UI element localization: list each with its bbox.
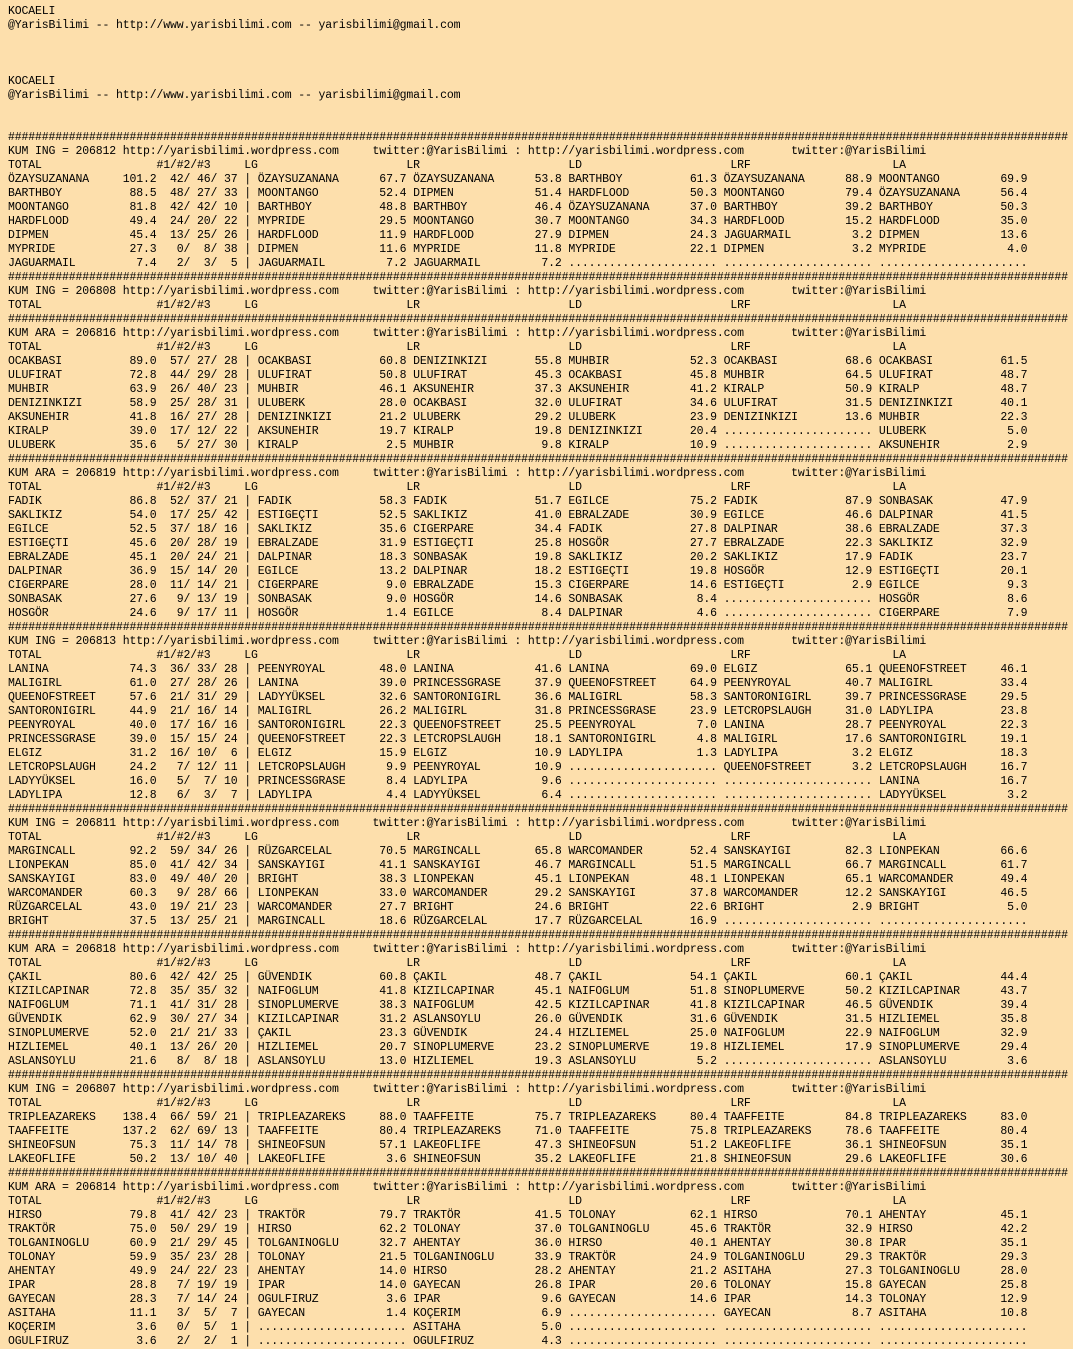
report-line: TRIPLEAZAREKS 138.4 66/ 59/ 21 | TRIPLEAZAREKS 88.0 TAAFFEITE 75.7 TRIPLEAZAREKS 80.4 TAAFFEITE 84.8 TRIPLEAZAREKS 83.0 bbox=[8, 1111, 1028, 1124]
report-line: SAKLIKIZ 54.0 17/ 25/ 42 | ESTIGEÇTI 52.5 SAKLIKIZ 41.0 EBRALZADE 30.9 EGILCE 46.6 DALPINAR 41.5 bbox=[8, 509, 1028, 522]
report-line: SONBASAK 27.6 9/ 13/ 19 | SONBASAK 9.0 HOSGÖR 14.6 SONBASAK 8.4 ...................... HOSGÖR 8.6 bbox=[8, 593, 1028, 606]
column-header-line: TOTAL #1/#2/#3 LG LR LD LRF LA bbox=[8, 1195, 906, 1208]
report-line: KIZILCAPINAR 72.8 35/ 35/ 32 | NAIFOGLUM 41.8 KIZILCAPINAR 45.1 NAIFOGLUM 51.8 SINOPLUMERVE 50.2 KIZILCAPINAR 43.7 bbox=[8, 985, 1028, 998]
report-line: RÜZGARCELAL 43.0 19/ 21/ 23 | WARCOMANDER 27.7 BRIGHT 24.6 BRIGHT 22.6 BRIGHT 2.9 BRIGHT 5.0 bbox=[8, 901, 1028, 914]
report-line: @YarisBilimi -- http://www.yarisbilimi.com -- yarisbilimi@gmail.com bbox=[8, 89, 461, 102]
report-line: LADYLIPA 12.8 6/ 3/ 7 | LADYLIPA 4.4 LADYYÜKSEL 6.4 ...................... ...................... LADYYÜKSEL 3.2 bbox=[8, 789, 1028, 802]
report-line: GAYECAN 28.3 7/ 14/ 24 | OGULFIRUZ 3.6 IPAR 9.6 GAYECAN 14.6 IPAR 14.3 TOLONAY 12.9 bbox=[8, 1293, 1028, 1306]
report-line: ÖZAYSUZANANA 101.2 42/ 46/ 37 | ÖZAYSUZANANA 67.7 ÖZAYSUZANANA 53.8 BARTHBOY 61.3 ÖZAYSUZANANA 88.9 MOONTANGO 69.9 bbox=[8, 173, 1028, 186]
report-line: LETCROPSLAUGH 24.2 7/ 12/ 11 | LETCROPSLAUGH 9.9 PEENYROYAL 10.9 ...................... QUEENOFSTREET 3.2 LETCROPSLAUGH 16.7 bbox=[8, 761, 1028, 774]
report-line: KOCAELI bbox=[8, 75, 56, 88]
report-line: MUHBIR 63.9 26/ 40/ 23 | MUHBIR 46.1 AKSUNEHIR 37.3 AKSUNEHIR 41.2 KIRALP 50.9 KIRALP 48.7 bbox=[8, 383, 1028, 396]
report-line: LIONPEKAN 85.0 41/ 42/ 34 | SANSKAYIGI 41.1 SANSKAYIGI 46.7 MARGINCALL 51.5 MARGINCALL 66.7 MARGINCALL 61.7 bbox=[8, 859, 1028, 872]
report-line: LANINA 74.3 36/ 33/ 28 | PEENYROYAL 48.0 LANINA 41.6 LANINA 69.0 ELGIZ 65.1 QUEENOFSTREET 46.1 bbox=[8, 663, 1028, 676]
report-line: FADIK 86.8 52/ 37/ 21 | FADIK 58.3 FADIK 51.7 EGILCE 75.2 FADIK 87.9 SONBASAK 47.9 bbox=[8, 495, 1028, 508]
report-line: JAGUARMAIL 7.4 2/ 3/ 5 | JAGUARMAIL 7.2 JAGUARMAIL 7.2 ...................... ...................... ...................... bbox=[8, 257, 1028, 270]
report-line: AHENTAY 49.9 24/ 22/ 23 | AHENTAY 14.0 HIRSO 28.2 AHENTAY 21.2 ASITAHA 27.3 TOLGANINOGLU 28.0 bbox=[8, 1265, 1028, 1278]
race-header-line: KUM ARA = 206818 http://yarisbilimi.wordpress.com twitter:@YarisBilimi : http://yarisbilimi.wordpress.com twitter:@YarisBilimi bbox=[8, 943, 927, 956]
separator-line: ############################################################################################################################################################# bbox=[8, 929, 1068, 942]
report-line: HIZLIEMEL 40.1 13/ 26/ 20 | HIZLIEMEL 20.7 SINOPLUMERVE 23.2 SINOPLUMERVE 19.8 HIZLIEMEL 17.9 SINOPLUMERVE 29.4 bbox=[8, 1041, 1028, 1054]
report-line: ASLANSOYLU 21.6 8/ 8/ 18 | ASLANSOYLU 13.0 HIZLIEMEL 19.3 ASLANSOYLU 5.2 ...................... ASLANSOYLU 3.6 bbox=[8, 1055, 1028, 1068]
report-line: HIRSO 79.8 41/ 42/ 23 | TRAKTÖR 79.7 TRAKTÖR 41.5 TOLONAY 62.1 HIRSO 70.1 AHENTAY 45.1 bbox=[8, 1209, 1028, 1222]
separator-line: ############################################################################################################################################################# bbox=[8, 1069, 1068, 1082]
report-line: GÜVENDIK 62.9 30/ 27/ 34 | KIZILCAPINAR 31.2 ASLANSOYLU 26.0 GÜVENDIK 31.6 GÜVENDIK 31.5 HIZLIEMEL 35.8 bbox=[8, 1013, 1028, 1026]
report-line: EGILCE 52.5 37/ 18/ 16 | SAKLIKIZ 35.6 CIGERPARE 34.4 FADIK 27.8 DALPINAR 38.6 EBRALZADE 37.3 bbox=[8, 523, 1028, 536]
separator-line: ############################################################################################################################################################# bbox=[8, 621, 1068, 634]
report-line: IPAR 28.8 7/ 19/ 19 | IPAR 14.0 GAYECAN 26.8 IPAR 20.6 TOLONAY 15.8 GAYECAN 25.8 bbox=[8, 1279, 1028, 1292]
report-line: TOLONAY 59.9 35/ 23/ 28 | TOLONAY 21.5 TOLGANINOGLU 33.9 TRAKTÖR 24.9 TOLGANINOGLU 29.3 TRAKTÖR 29.3 bbox=[8, 1251, 1028, 1264]
separator-line: ############################################################################################################################################################# bbox=[8, 271, 1068, 284]
report-line: DENIZINKIZI 58.9 25/ 28/ 31 | ULUBERK 28.0 OCAKBASI 32.0 ULUFIRAT 34.6 ULUFIRAT 31.5 DENIZINKIZI 40.1 bbox=[8, 397, 1028, 410]
report-line: SANSKAYIGI 83.0 49/ 40/ 20 | BRIGHT 38.3 LIONPEKAN 45.1 LIONPEKAN 48.1 LIONPEKAN 65.1 WARCOMANDER 49.4 bbox=[8, 873, 1028, 886]
report-line: KOCAELI bbox=[8, 5, 56, 18]
report-line: DIPMEN 45.4 13/ 25/ 26 | HARDFLOOD 11.9 HARDFLOOD 27.9 DIPMEN 24.3 JAGUARMAIL 3.2 DIPMEN 13.6 bbox=[8, 229, 1028, 242]
report-line: MOONTANGO 81.8 42/ 42/ 10 | BARTHBOY 48.8 BARTHBOY 46.4 ÖZAYSUZANANA 37.0 BARTHBOY 39.2 BARTHBOY 50.3 bbox=[8, 201, 1028, 214]
report-line: KOÇERIM 3.6 0/ 5/ 1 | ...................... ASITAHA 5.0 ...................... ...................... ...................... bbox=[8, 1321, 1028, 1334]
report-line: SHINEOFSUN 75.3 11/ 14/ 78 | SHINEOFSUN 57.1 LAKEOFLIFE 47.3 SHINEOFSUN 51.2 LAKEOFLIFE 36.1 SHINEOFSUN 35.1 bbox=[8, 1139, 1028, 1152]
column-header-line: TOTAL #1/#2/#3 LG LR LD LRF LA bbox=[8, 1097, 906, 1110]
race-header-line: KUM ING = 206811 http://yarisbilimi.wordpress.com twitter:@YarisBilimi : http://yarisbilimi.wordpress.com twitter:@YarisBilimi bbox=[8, 817, 927, 830]
report-line: QUEENOFSTREET 57.6 21/ 31/ 29 | LADYYÜKSEL 32.6 SANTORONIGIRL 36.6 MALIGIRL 58.3 SANTORONIGIRL 39.7 PRINCESSGRASE 29.5 bbox=[8, 691, 1028, 704]
column-header-line: TOTAL #1/#2/#3 LG LR LD LRF LA bbox=[8, 341, 906, 354]
report-line: LAKEOFLIFE 50.2 13/ 10/ 40 | LAKEOFLIFE 3.6 SHINEOFSUN 35.2 LAKEOFLIFE 21.8 SHINEOFSUN 29.6 LAKEOFLIFE 30.6 bbox=[8, 1153, 1028, 1166]
report-line: SINOPLUMERVE 52.0 21/ 21/ 33 | ÇAKIL 23.3 GÜVENDIK 24.4 HIZLIEMEL 25.0 NAIFOGLUM 22.9 NAIFOGLUM 32.9 bbox=[8, 1027, 1028, 1040]
separator-line: ############################################################################################################################################################# bbox=[8, 131, 1068, 144]
report-line bbox=[8, 47, 1068, 61]
column-header-line: TOTAL #1/#2/#3 LG LR LD LRF LA bbox=[8, 159, 906, 172]
column-header-line: TOTAL #1/#2/#3 LG LR LD LRF LA bbox=[8, 649, 906, 662]
report-line: BARTHBOY 88.5 48/ 27/ 33 | MOONTANGO 52.4 DIPMEN 51.4 HARDFLOOD 50.3 MOONTANGO 79.4 ÖZAYSUZANANA 56.4 bbox=[8, 187, 1028, 200]
report-line: NAIFOGLUM 71.1 41/ 31/ 28 | SINOPLUMERVE 38.3 NAIFOGLUM 42.5 KIZILCAPINAR 41.8 KIZILCAPINAR 46.5 GÜVENDIK 39.4 bbox=[8, 999, 1028, 1012]
report-line: MALIGIRL 61.0 27/ 28/ 26 | LANINA 39.0 PRINCESSGRASE 37.9 QUEENOFSTREET 64.9 PEENYROYAL 40.7 MALIGIRL 33.4 bbox=[8, 677, 1028, 690]
race-header-line: KUM ING = 206812 http://yarisbilimi.wordpress.com twitter:@YarisBilimi : http://yarisbilimi.wordpress.com twitter:@YarisBilimi bbox=[8, 145, 927, 158]
report-line: AKSUNEHIR 41.8 16/ 27/ 28 | DENIZINKIZI 21.2 ULUBERK 29.2 ULUBERK 23.9 DENIZINKIZI 13.6 MUHBIR 22.3 bbox=[8, 411, 1028, 424]
race-header-line: KUM ING = 206813 http://yarisbilimi.wordpress.com twitter:@YarisBilimi : http://yarisbilimi.wordpress.com twitter:@YarisBilimi bbox=[8, 635, 927, 648]
separator-line: ############################################################################################################################################################# bbox=[8, 313, 1068, 326]
separator-line: ############################################################################################################################################################# bbox=[8, 453, 1068, 466]
report-line: SANTORONIGIRL 44.9 21/ 16/ 14 | MALIGIRL 26.2 MALIGIRL 31.8 PRINCESSGRASE 23.9 LETCROPSLAUGH 31.0 LADYLIPA 23.8 bbox=[8, 705, 1028, 718]
report-line: PEENYROYAL 40.0 17/ 16/ 16 | SANTORONIGIRL 22.3 QUEENOFSTREET 25.5 PEENYROYAL 7.0 LANINA 28.7 PEENYROYAL 22.3 bbox=[8, 719, 1028, 732]
report-line: LADYYÜKSEL 16.0 5/ 7/ 10 | PRINCESSGRASE 8.4 LADYLIPA 9.6 ...................... ...................... LANINA 16.7 bbox=[8, 775, 1028, 788]
column-header-line: TOTAL #1/#2/#3 LG LR LD LRF LA bbox=[8, 481, 906, 494]
report-line: OCAKBASI 89.0 57/ 27/ 28 | OCAKBASI 60.8 DENIZINKIZI 55.8 MUHBIR 52.3 OCAKBASI 68.6 OCAKBASI 61.5 bbox=[8, 355, 1028, 368]
report-line: OGULFIRUZ 3.6 2/ 2/ 1 | ...................... OGULFIRUZ 4.3 ...................... ...................... ...................... bbox=[8, 1335, 1028, 1348]
report-line: WARCOMANDER 60.3 9/ 28/ 66 | LIONPEKAN 33.0 WARCOMANDER 29.2 SANSKAYIGI 37.8 WARCOMANDER 12.2 SANSKAYIGI 46.5 bbox=[8, 887, 1028, 900]
report-line: ESTIGEÇTI 45.6 20/ 28/ 19 | EBRALZADE 31.9 ESTIGEÇTI 25.8 HOSGÖR 27.7 EBRALZADE 22.3 SAKLIKIZ 32.9 bbox=[8, 537, 1028, 550]
report-line: @YarisBilimi -- http://www.yarisbilimi.com -- yarisbilimi@gmail.com bbox=[8, 19, 461, 32]
report-line: CIGERPARE 28.0 11/ 14/ 21 | CIGERPARE 9.0 EBRALZADE 15.3 CIGERPARE 14.6 ESTIGEÇTI 2.9 EGILCE 9.3 bbox=[8, 579, 1028, 592]
column-header-line: TOTAL #1/#2/#3 LG LR LD LRF LA bbox=[8, 831, 906, 844]
report-line: ULUBERK 35.6 5/ 27/ 30 | KIRALP 2.5 MUHBIR 9.8 KIRALP 10.9 ...................... AKSUNEHIR 2.9 bbox=[8, 439, 1028, 452]
report-line: PRINCESSGRASE 39.0 15/ 15/ 24 | QUEENOFSTREET 22.3 LETCROPSLAUGH 18.1 SANTORONIGIRL 4.8 MALIGIRL 17.6 SANTORONIGIRL 19.1 bbox=[8, 733, 1028, 746]
race-report-document bbox=[8, 5, 1068, 1349]
column-header-line: TOTAL #1/#2/#3 LG LR LD LRF LA bbox=[8, 957, 906, 970]
separator-line: ############################################################################################################################################################# bbox=[8, 803, 1068, 816]
race-header-line: KUM ARA = 206814 http://yarisbilimi.wordpress.com twitter:@YarisBilimi : http://yarisbilimi.wordpress.com twitter:@YarisBilimi bbox=[8, 1181, 927, 1194]
report-line: TAAFFEITE 137.2 62/ 69/ 13 | TAAFFEITE 80.4 TRIPLEAZAREKS 71.0 TAAFFEITE 75.8 TRIPLEAZAREKS 78.6 TAAFFEITE 80.4 bbox=[8, 1125, 1028, 1138]
report-line: BRIGHT 37.5 13/ 25/ 21 | MARGINCALL 18.6 RÜZGARCELAL 17.7 RÜZGARCELAL 16.9 ...................... ...................... bbox=[8, 915, 1028, 928]
report-line bbox=[8, 61, 1068, 75]
report-line: DALPINAR 36.9 15/ 14/ 20 | EGILCE 13.2 DALPINAR 18.2 ESTIGEÇTI 19.8 HOSGÖR 12.9 ESTIGEÇTI 20.1 bbox=[8, 565, 1028, 578]
report-line: TRAKTÖR 75.0 50/ 29/ 19 | HIRSO 62.2 TOLONAY 37.0 TOLGANINOGLU 45.6 TRAKTÖR 32.9 HIRSO 42.2 bbox=[8, 1223, 1028, 1236]
report-line bbox=[8, 117, 1068, 131]
report-line: ÇAKIL 80.6 42/ 42/ 25 | GÜVENDIK 60.8 ÇAKIL 48.7 ÇAKIL 54.1 ÇAKIL 60.1 ÇAKIL 44.4 bbox=[8, 971, 1028, 984]
report-line: HARDFLOOD 49.4 24/ 20/ 22 | MYPRIDE 29.5 MOONTANGO 30.7 MOONTANGO 34.3 HARDFLOOD 15.2 HARDFLOOD 35.0 bbox=[8, 215, 1028, 228]
report-line: MARGINCALL 92.2 59/ 34/ 26 | RÜZGARCELAL 70.5 MARGINCALL 65.8 WARCOMANDER 52.4 SANSKAYIGI 82.3 LIONPEKAN 66.6 bbox=[8, 845, 1028, 858]
separator-line: ############################################################################################################################################################# bbox=[8, 1167, 1068, 1180]
report-line bbox=[8, 103, 1068, 117]
report-line: HOSGÖR 24.6 9/ 17/ 11 | HOSGÖR 1.4 EGILCE 8.4 DALPINAR 4.6 ...................... CIGERPARE 7.9 bbox=[8, 607, 1028, 620]
column-header-line: TOTAL #1/#2/#3 LG LR LD LRF LA bbox=[8, 299, 906, 312]
report-line: MYPRIDE 27.3 0/ 8/ 38 | DIPMEN 11.6 MYPRIDE 11.8 MYPRIDE 22.1 DIPMEN 3.2 MYPRIDE 4.0 bbox=[8, 243, 1028, 256]
report-line: TOLGANINOGLU 60.9 21/ 29/ 45 | TOLGANINOGLU 32.7 AHENTAY 36.0 HIRSO 40.1 AHENTAY 30.8 IPAR 35.1 bbox=[8, 1237, 1028, 1250]
report-line: ELGIZ 31.2 16/ 10/ 6 | ELGIZ 15.9 ELGIZ 10.9 LADYLIPA 1.3 LADYLIPA 3.2 ELGIZ 18.3 bbox=[8, 747, 1028, 760]
report-line bbox=[8, 33, 1068, 47]
report-line: ASITAHA 11.1 3/ 5/ 7 | GAYECAN 1.4 KOÇERIM 6.9 ...................... GAYECAN 8.7 ASITAHA 10.8 bbox=[8, 1307, 1028, 1320]
race-header-line: KUM ARA = 206816 http://yarisbilimi.wordpress.com twitter:@YarisBilimi : http://yarisbilimi.wordpress.com twitter:@YarisBilimi bbox=[8, 327, 927, 340]
report-line: ULUFIRAT 72.8 44/ 29/ 28 | ULUFIRAT 50.8 ULUFIRAT 45.3 OCAKBASI 45.8 MUHBIR 64.5 ULUFIRAT 48.7 bbox=[8, 369, 1028, 382]
race-header-line: KUM ARA = 206819 http://yarisbilimi.wordpress.com twitter:@YarisBilimi : http://yarisbilimi.wordpress.com twitter:@YarisBilimi bbox=[8, 467, 927, 480]
race-header-line: KUM ING = 206807 http://yarisbilimi.wordpress.com twitter:@YarisBilimi : http://yarisbilimi.wordpress.com twitter:@YarisBilimi bbox=[8, 1083, 927, 1096]
race-header-line: KUM ING = 206808 http://yarisbilimi.wordpress.com twitter:@YarisBilimi : http://yarisbilimi.wordpress.com twitter:@YarisBilimi bbox=[8, 285, 927, 298]
report-line: KIRALP 39.0 17/ 12/ 22 | AKSUNEHIR 19.7 KIRALP 19.8 DENIZINKIZI 20.4 ...................... ULUBERK 5.0 bbox=[8, 425, 1028, 438]
report-line: EBRALZADE 45.1 20/ 24/ 21 | DALPINAR 18.3 SONBASAK 19.8 SAKLIKIZ 20.2 SAKLIKIZ 17.9 FADIK 23.7 bbox=[8, 551, 1028, 564]
